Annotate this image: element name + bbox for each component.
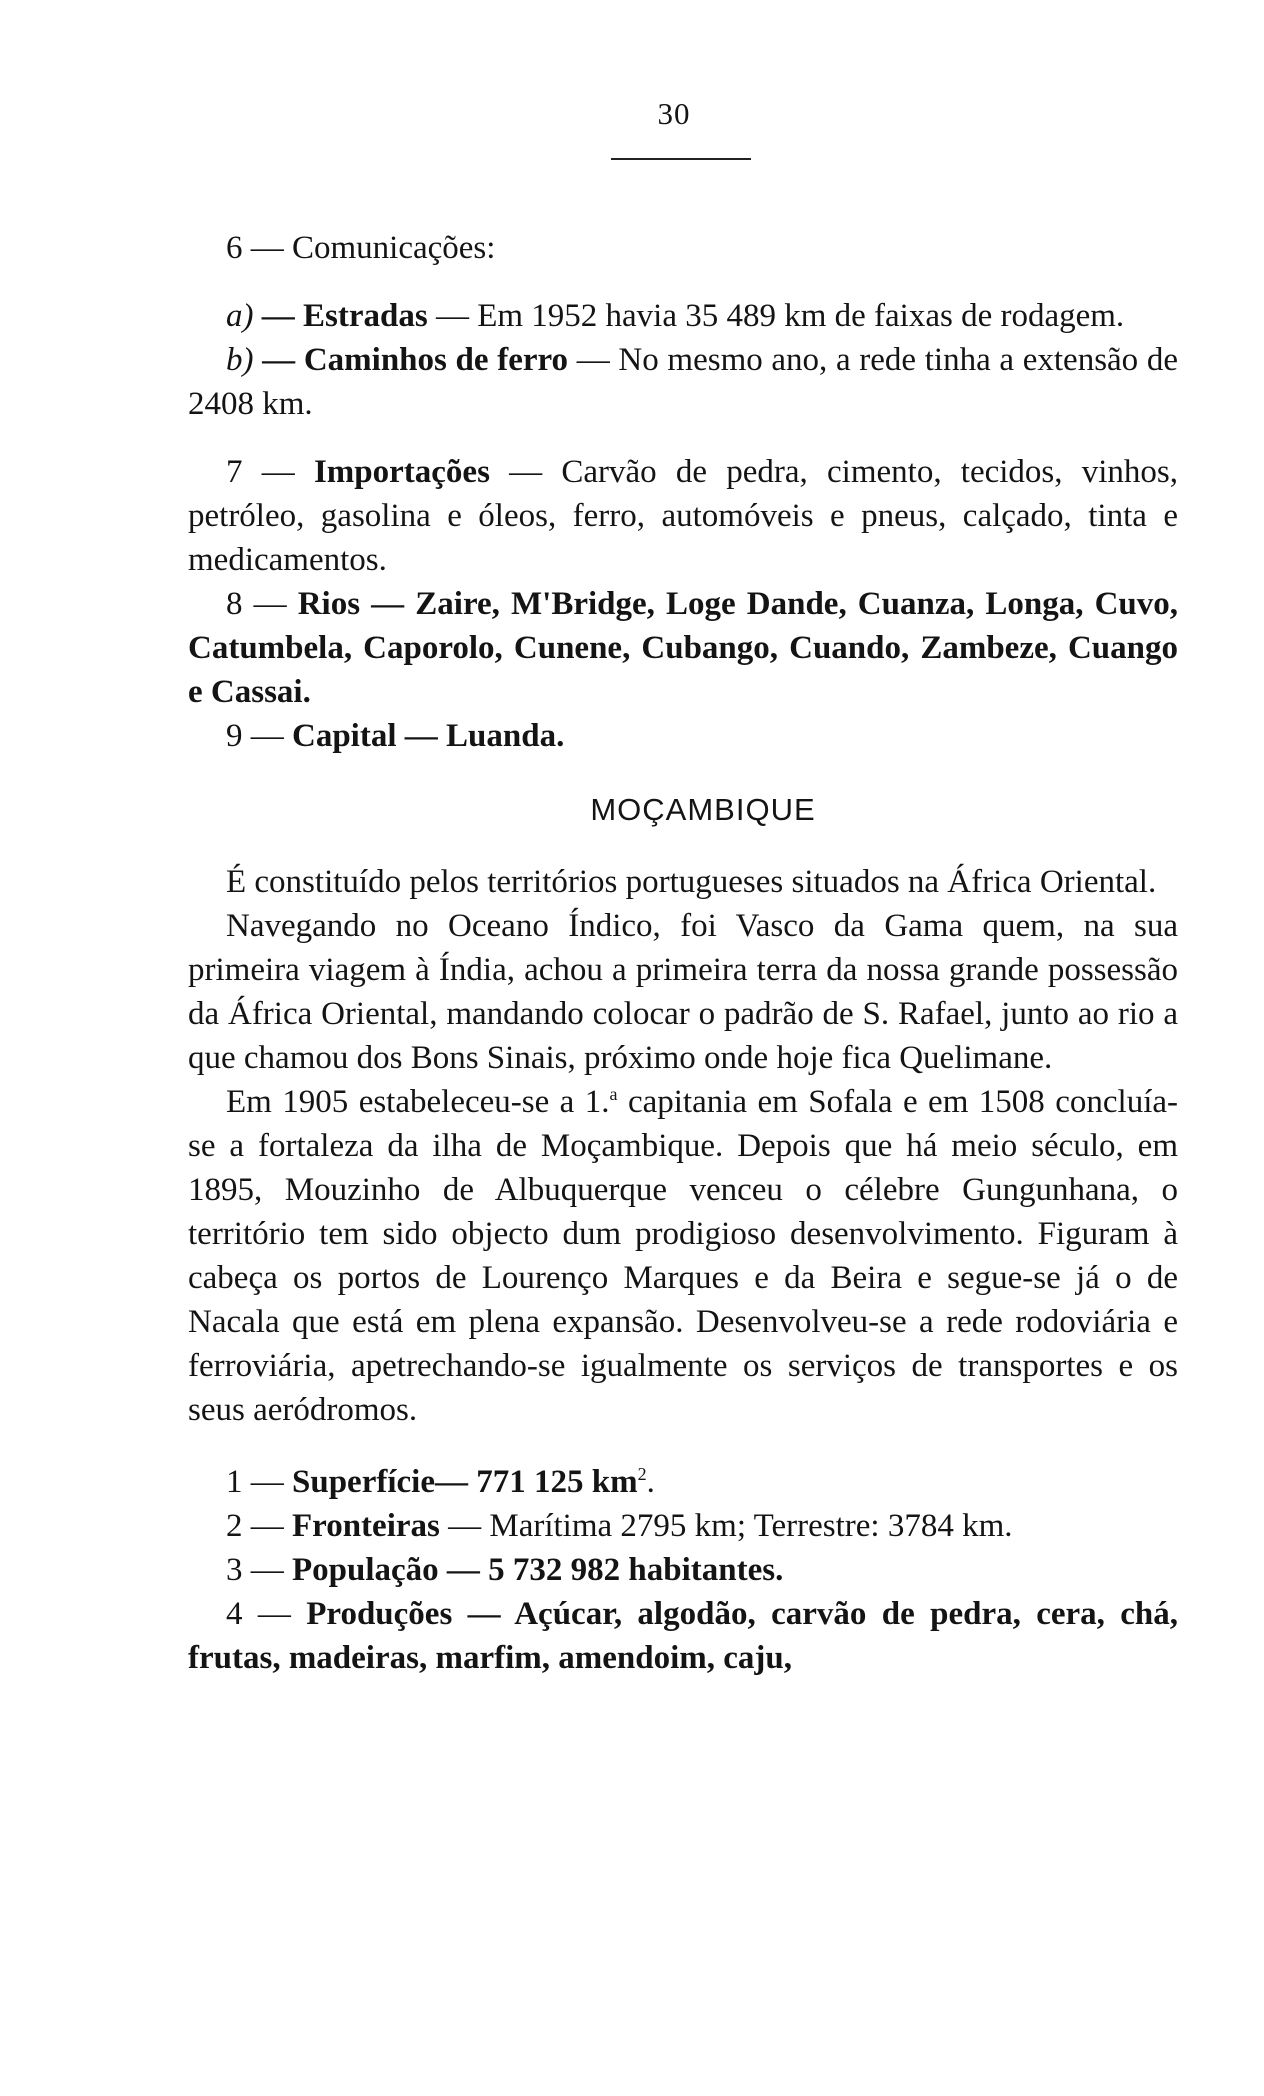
section-number: 6 — [226, 230, 284, 266]
item-title: Caminhos de ferro [303, 342, 569, 378]
paragraph-text: capitania em Sofala e em 1508 concluía-se a fortaleza da ilha de Moçambique. Depois que há meio século, em 1895, Mouzinho de Albuquerque venceu o célebre Gungunhana, o território tem sido objecto dum prodigioso desenvolvimento. Figuram à cabeça os portos de Lourenço Marques e da Beira e segue-se já o de Nacala que está em plena expansão. Desenvolveu-se a rede rodoviária e ferroviária, apetrechando-se igualmente os serviços de transportes e os seus aeródromos. [188, 1084, 1179, 1428]
item-title: Estradas [303, 298, 428, 334]
item-text: No mesmo ano, a rede tinha a extensão de 2408 km. [188, 342, 1178, 422]
section-estradas [188, 294, 1178, 338]
dash: — [434, 1464, 477, 1500]
section-importacoes [188, 450, 1178, 582]
dash: — [489, 454, 562, 490]
section-comunicacoes [188, 226, 1178, 270]
paragraph-text: Em 1905 estabeleceu-se a 1. [226, 1084, 610, 1120]
dash: — [452, 1596, 515, 1632]
item-number: 3 — [226, 1552, 292, 1588]
item-title: Produções [306, 1596, 453, 1632]
item-fronteiras [188, 1504, 1178, 1548]
section-caminhos-de-ferro [188, 338, 1178, 426]
item-number: 4 — [226, 1596, 307, 1632]
item-title: Fronteiras [292, 1508, 440, 1544]
section-title: Comunicações: [292, 230, 496, 266]
punctuation: . [646, 1464, 655, 1500]
item-label: b) [226, 342, 254, 378]
paragraph-intro: É constituído pelos territórios portugueses situados na África Oriental. [226, 864, 1157, 900]
paragraph-development [188, 1080, 1178, 1432]
item-number: 2 — [226, 1508, 292, 1544]
unit-superscript: 2 [637, 1464, 647, 1484]
item-title: Superfície [292, 1464, 435, 1500]
section-text: Rios — Zaire, M'Bridge, Loge Dande, Cuanza, Longa, Cuvo, Catumbela, Caporolo, Cunene, Cubango, Cuando, Zambeze, Cuango e Cassai. [188, 586, 1179, 710]
dash: — [253, 298, 295, 334]
item-text: Marítima 2795 km; Terrestre: 3784 km. [489, 1508, 1013, 1544]
section-number: 8 — [226, 586, 298, 622]
dash: — [568, 342, 619, 378]
section-text: Carvão de pedra, cimento, tecidos, vinhos, petróleo, gasolina e óleos, ferro, automóveis e pneus, calçado, tinta e medicamentos. [188, 454, 1179, 578]
page-content [188, 226, 1178, 1680]
section-number: 9 — [226, 718, 292, 754]
item-text: Açúcar, algodão, carvão de pedra, cera, chá, frutas, madeiras, marfim, amendoim, caju, [188, 1596, 1179, 1676]
section-number: 7 — [226, 454, 314, 490]
dash: — [439, 1508, 490, 1544]
item-text: População — 5 732 982 habitantes. [292, 1552, 784, 1588]
page-number-rule [611, 158, 751, 160]
ordinal-superscript: a [609, 1084, 618, 1104]
item-text: Em 1952 havia 35 489 km de faixas de rodagem. [477, 298, 1125, 334]
item-producoes [188, 1592, 1178, 1680]
dash: — [427, 298, 478, 334]
dash: — [253, 342, 296, 378]
heading-mocambique: MOÇAMBIQUE [590, 792, 816, 827]
item-populacao [188, 1548, 1178, 1592]
paragraph-history: Navegando no Oceano Índico, foi Vasco da Gama quem, na sua primeira viagem à Índia, achou a primeira terra da nossa grande possessão da África Oriental, mandando colocar o padrão de S. Rafael, junto ao rio a que chamou dos Bons Sinais, próximo onde hoje fica Quelimane. [188, 908, 1178, 1076]
item-number: 1 — [226, 1464, 292, 1500]
item-value: 771 125 km [476, 1464, 638, 1500]
item-superficie [188, 1460, 1178, 1504]
section-text: Capital — Luanda. [292, 718, 565, 754]
section-title: Importações [313, 454, 490, 490]
section-capital [188, 714, 1178, 758]
section-rios [188, 582, 1178, 714]
page-number: 30 [657, 96, 691, 131]
item-label: a) [226, 298, 254, 334]
